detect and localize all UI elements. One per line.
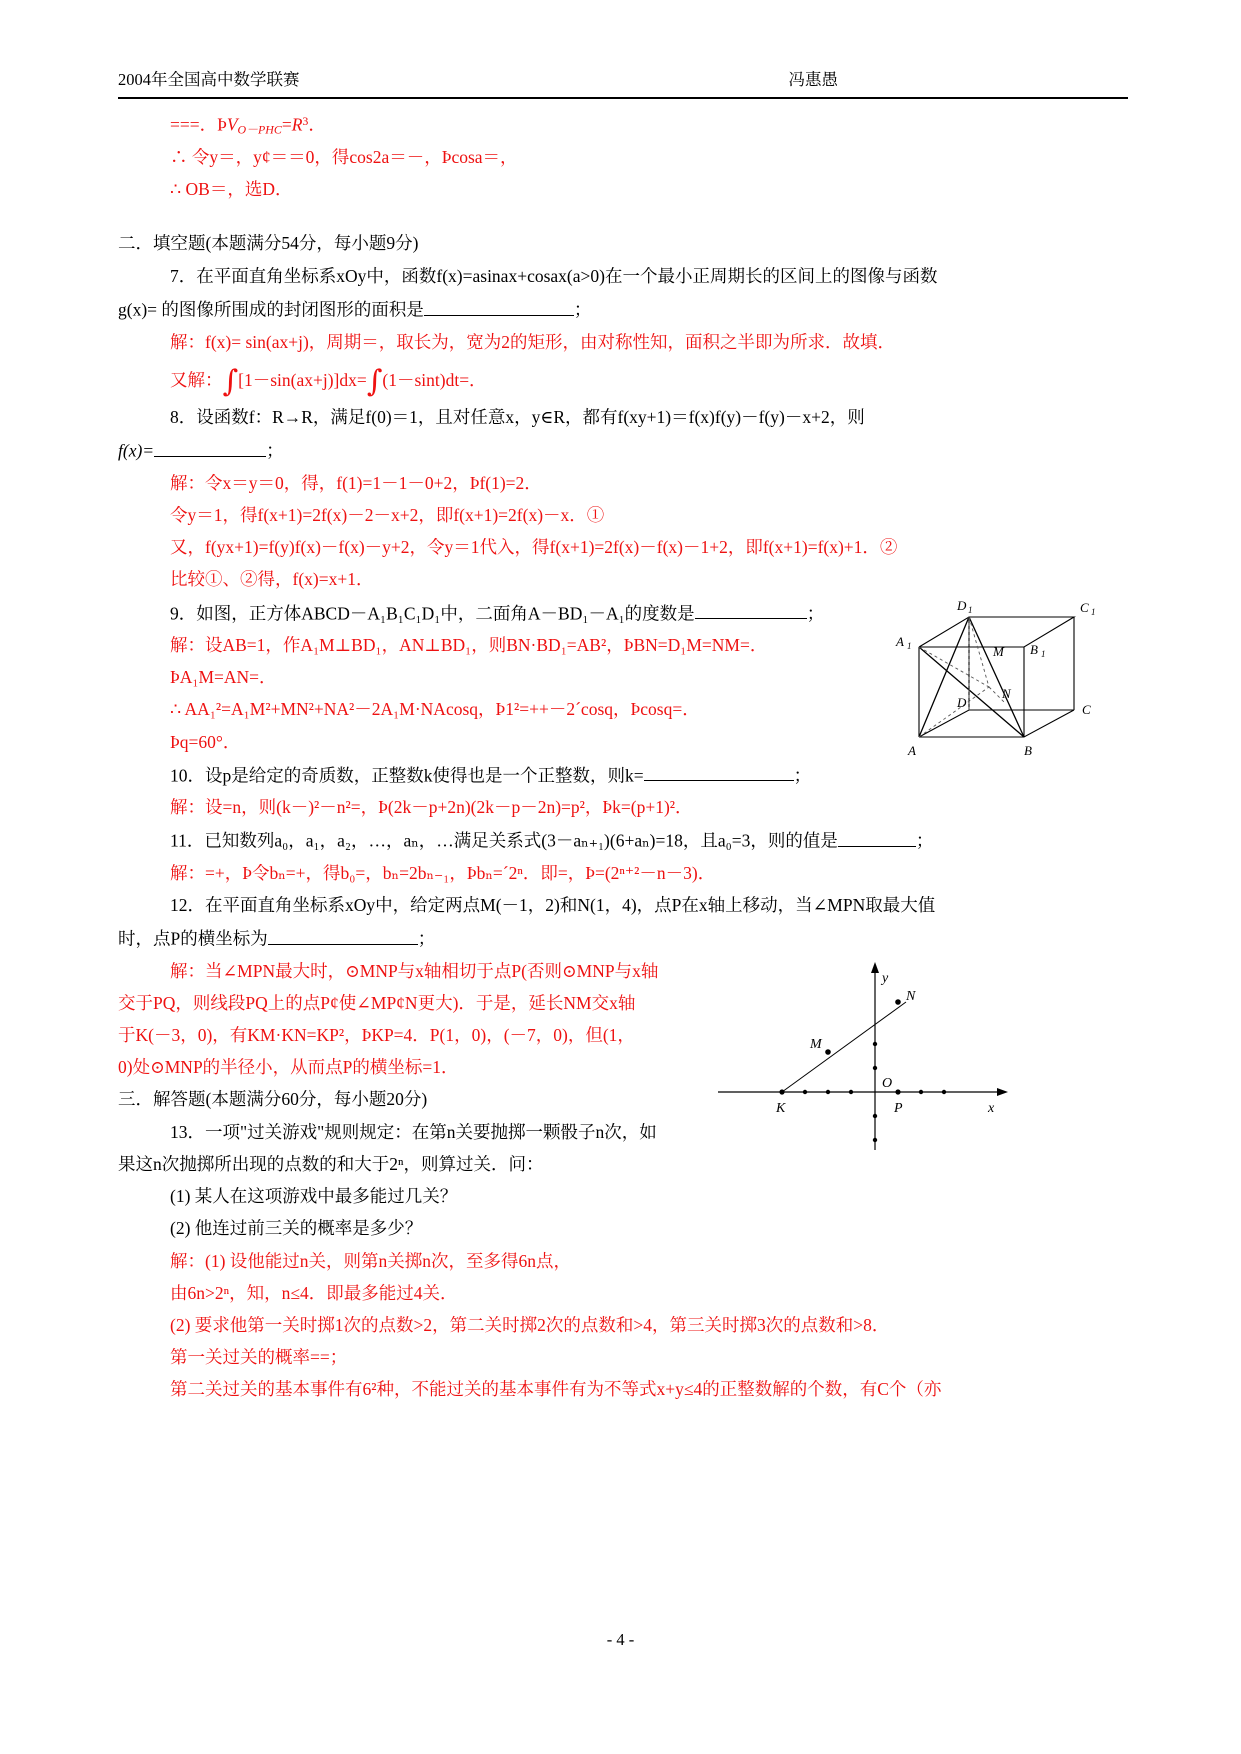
question-9-solution-1: 解：设AB=1，作A₁M⊥BD₁，AN⊥BD₁，则BN·BD₁=AB²，ÞBN=D₁M=NM=． [170,635,768,656]
question-13-solution-2: 由6n>2ⁿ，知，n≤4．即最多能过4关． [170,1282,458,1303]
question-8-text-b-label: f(x)= [118,440,155,461]
question-13-text-b: 果这n次抛掷所出现的点数的和大于2ⁿ，则算过关．问： [118,1154,544,1175]
cube-label-C1: C [1080,600,1089,615]
carryover-eq: ===． [170,114,218,135]
question-7-solution-1: 解：f(x)= sin(ax+j)，周期＝，取长为，宽为2的矩形，由对称性知，面积之半即为所求．故填． [170,331,896,352]
cube-label-M: M [993,644,1004,659]
question-7-semicolon: ； [573,299,592,320]
cube-diagram-svg [884,592,1114,767]
question-12-text-b [118,926,1128,951]
question-10-solution-1: 解：设=n，则(k－)²－n²=，Þ(2k－p+2n)(2k－p－2n)=p²，Þk=(p+1)²． [170,797,693,818]
page-header [118,70,1128,97]
question-10-text-label: 10．设p是给定的奇质数，正整数k使得也是一个正整数，则k= [170,765,644,786]
question-12-text-b-label: 时，点P的横坐标为 [118,928,268,949]
cube-label-A1: A [896,634,904,649]
cube-label-A: A [908,743,916,758]
axes-label-K: K [776,1101,786,1116]
question-9-solution-2: ÞA₁M=AN=． [170,667,277,688]
question-9-solution-3: ∴ AA₁²=A₁M²+MN²+NA²－2A₁M·NAcosq，Þ1²=++－2´cosq，Þcosq=． [170,699,700,720]
question-7-solution-2-a: [1－sin(ax+j)]dx= [238,369,367,390]
cube-label-C: C [1082,702,1091,717]
question-12-semicolon: ； [417,928,436,949]
cube-label-C1-sub: 1 [1091,607,1096,617]
question-12-solution-4: 0)处⊙MNP的半径小，从而点P的横坐标=1． [118,1057,459,1078]
answer-blank-9 [695,601,807,620]
integral-sign-2: ∫ [366,363,383,399]
question-13-solution-1: 解：(1) 设他能过n关，则第n关掷n次，至多得6n点， [170,1250,572,1271]
question-12-solution-2: 交于PQ，则线段PQ上的点P¢使∠MP¢N更大)．于是，延长NM交x轴 [118,993,636,1014]
question-8-solution-1: 解：令x＝y＝0，得，f(1)=1－1－0+2，Þf(1)=2． [170,473,542,494]
question-12-solution-1: 解：当∠MPN最大时，⊙MNP与x轴相切于点P(否则⊙MNP与x轴 [170,960,659,981]
axes-point-N [895,999,901,1005]
axes-label-N: N [906,989,916,1004]
answer-blank-11 [838,828,916,847]
answer-blank-7 [424,297,574,316]
question-8-solution-2: 令y＝1，得f(x+1)=2f(x)－2－x+2，即f(x+1)=2f(x)－x．① [170,505,605,526]
question-8-solution-3: 又，f(yx+1)=f(y)f(x)－f(x)－y+2，令y＝1代入，得f(x+1)=2f(x)－f(x)－1+2，即f(x+1)=f(x)+1．② [170,537,898,558]
question-12-text-a: 12．在平面直角坐标系xOy中，给定两点M(－1，2)和N(1，4)，点P在x轴上移动，当∠MPN取最大值 [170,895,936,916]
question-8-text-b [118,438,1128,463]
figure-cube-abcd [884,592,1114,767]
question-7-text-b-label: g(x)= 的图像所围成的封闭图形的面积是 [118,299,424,320]
page-footer [0,1630,1241,1650]
axes-diagram-svg [710,960,1030,1175]
question-11-text [118,828,1128,853]
question-8-semicolon: ； [266,440,284,461]
question-13-solution-5: 第二关过关的基本事件有6²种，不能过关的基本事件有为不等式x+y≤4的正整数解的个数，有C个（亦 [170,1379,942,1400]
cube-label-D: D [957,695,967,710]
carryover-period: ． [308,114,326,135]
answer-blank-8 [154,438,266,457]
page-number: - 4 - [606,1630,635,1649]
question-9-solution-4: Þq=60°． [170,731,241,752]
cube-label-D1-sub: 1 [968,605,973,615]
carryover-r: R [291,114,303,135]
cube-label-N: N [1002,686,1011,701]
cube-label-D1: D [957,598,967,613]
axes-label-M: M [810,1037,822,1052]
axes-label-x: x [988,1101,995,1116]
cube-label-A1-sub: 1 [907,641,912,651]
cube-label-B1-sub: 1 [1041,649,1046,659]
figure-coordinate-axes [710,960,1030,1175]
carryover-equals: = [281,114,292,135]
cube-label-B: B [1024,743,1032,758]
section-3-title: 三．解答题(本题满分60分，每小题20分) [118,1089,428,1110]
question-7-solution-2-b: (1－sint)dt=． [382,369,487,390]
integral-sign-1: ∫ [222,363,239,399]
axes-point-M [825,1049,831,1055]
question-8-solution-4: 比较①、②得，f(x)=x+1． [170,569,374,590]
question-12-solution-3: 于K(－3，0)，有KM·KN=KP²，ÞKP=4．P(1，0)，(－7，0)，但(1， [118,1025,635,1046]
question-13-text-a: 13．一项"过关游戏"规则规定：在第n关要抛掷一颗骰子n次，如 [170,1122,657,1143]
question-8-text-a: 8．设函数f：R→R，满足f(0)＝1，且对任意x，y∈R，都有f(xy+1)＝f(x)f(y)－f(y)－x+2，则 [170,407,865,428]
question-7-solution-2 [118,363,1128,398]
carryover-thorn: Þ [217,114,227,135]
header-author-right: 冯惠愚 [788,70,838,89]
carryover-line-3: ∴ OB＝，选D． [170,179,293,200]
question-13-solution-3: (2) 要求他第一关时掷1次的点数>2，第二关时掷2次的点数和>4，第三关时掷3次的点数和>8． [170,1314,890,1335]
question-9-semicolon: ； [806,603,825,624]
question-11-solution-1: 解：=+，Þ令bₙ=+，得b₀=，bₙ=2bₙ₋₁，Þbₙ=´2ⁿ．即=，Þ=(2ⁿ⁺²－n－3)． [170,863,716,884]
question-11-semicolon: ； [915,830,934,851]
carryover-line-2: ∴ 令y＝，y¢＝＝0，得cos2a＝－，Þcosa＝， [170,147,518,168]
question-13-solution-4: 第一关过关的概率==； [170,1346,348,1367]
answer-blank-12 [268,926,418,945]
axes-point-P [895,1089,900,1094]
question-9-text-label: 9．如图，正方体ABCD－A₁B₁C₁D₁中，二面角A－BD₁－A₁的度数是 [170,603,695,624]
header-divider [118,97,1128,99]
section-2-title: 二．填空题(本题满分54分，每小题9分) [118,233,419,254]
carryover-v-sub: O－PHC [237,122,282,137]
axes-point-K [779,1089,784,1094]
header-title-left: 2004年全国高中数学联赛 [118,70,300,89]
axes-label-P: P [894,1101,903,1116]
question-13-sub-1: (1) 某人在这项游戏中最多能过几关？ [170,1186,458,1207]
question-7-solution-2-lead: 又解： [170,369,223,390]
question-7-text-b [118,297,1128,322]
carryover-r-sup: 3 [302,113,309,128]
question-13-sub-2: (2) 他连过前三关的概率是多少？ [170,1218,423,1239]
carryover-v: V [226,114,238,135]
question-10-semicolon: ； [793,765,812,786]
axes-label-O: O [882,1076,893,1091]
question-11-text-label: 11．已知数列a₀，a₁，a₂，…，aₙ，…满足关系式(3－aₙ₊₁)(6+aₙ)=18，且a₀=3，则的值是 [170,830,838,851]
cube-label-B1: B [1030,642,1038,657]
axes-label-y: y [882,971,889,986]
carryover-line-1 [118,113,1128,138]
answer-blank-10 [644,763,794,782]
question-7-text-a: 7．在平面直角坐标系xOy中，函数f(x)=asinax+cosax(a>0)在一个最小正周期长的区间上的图像与函数 [170,265,938,286]
